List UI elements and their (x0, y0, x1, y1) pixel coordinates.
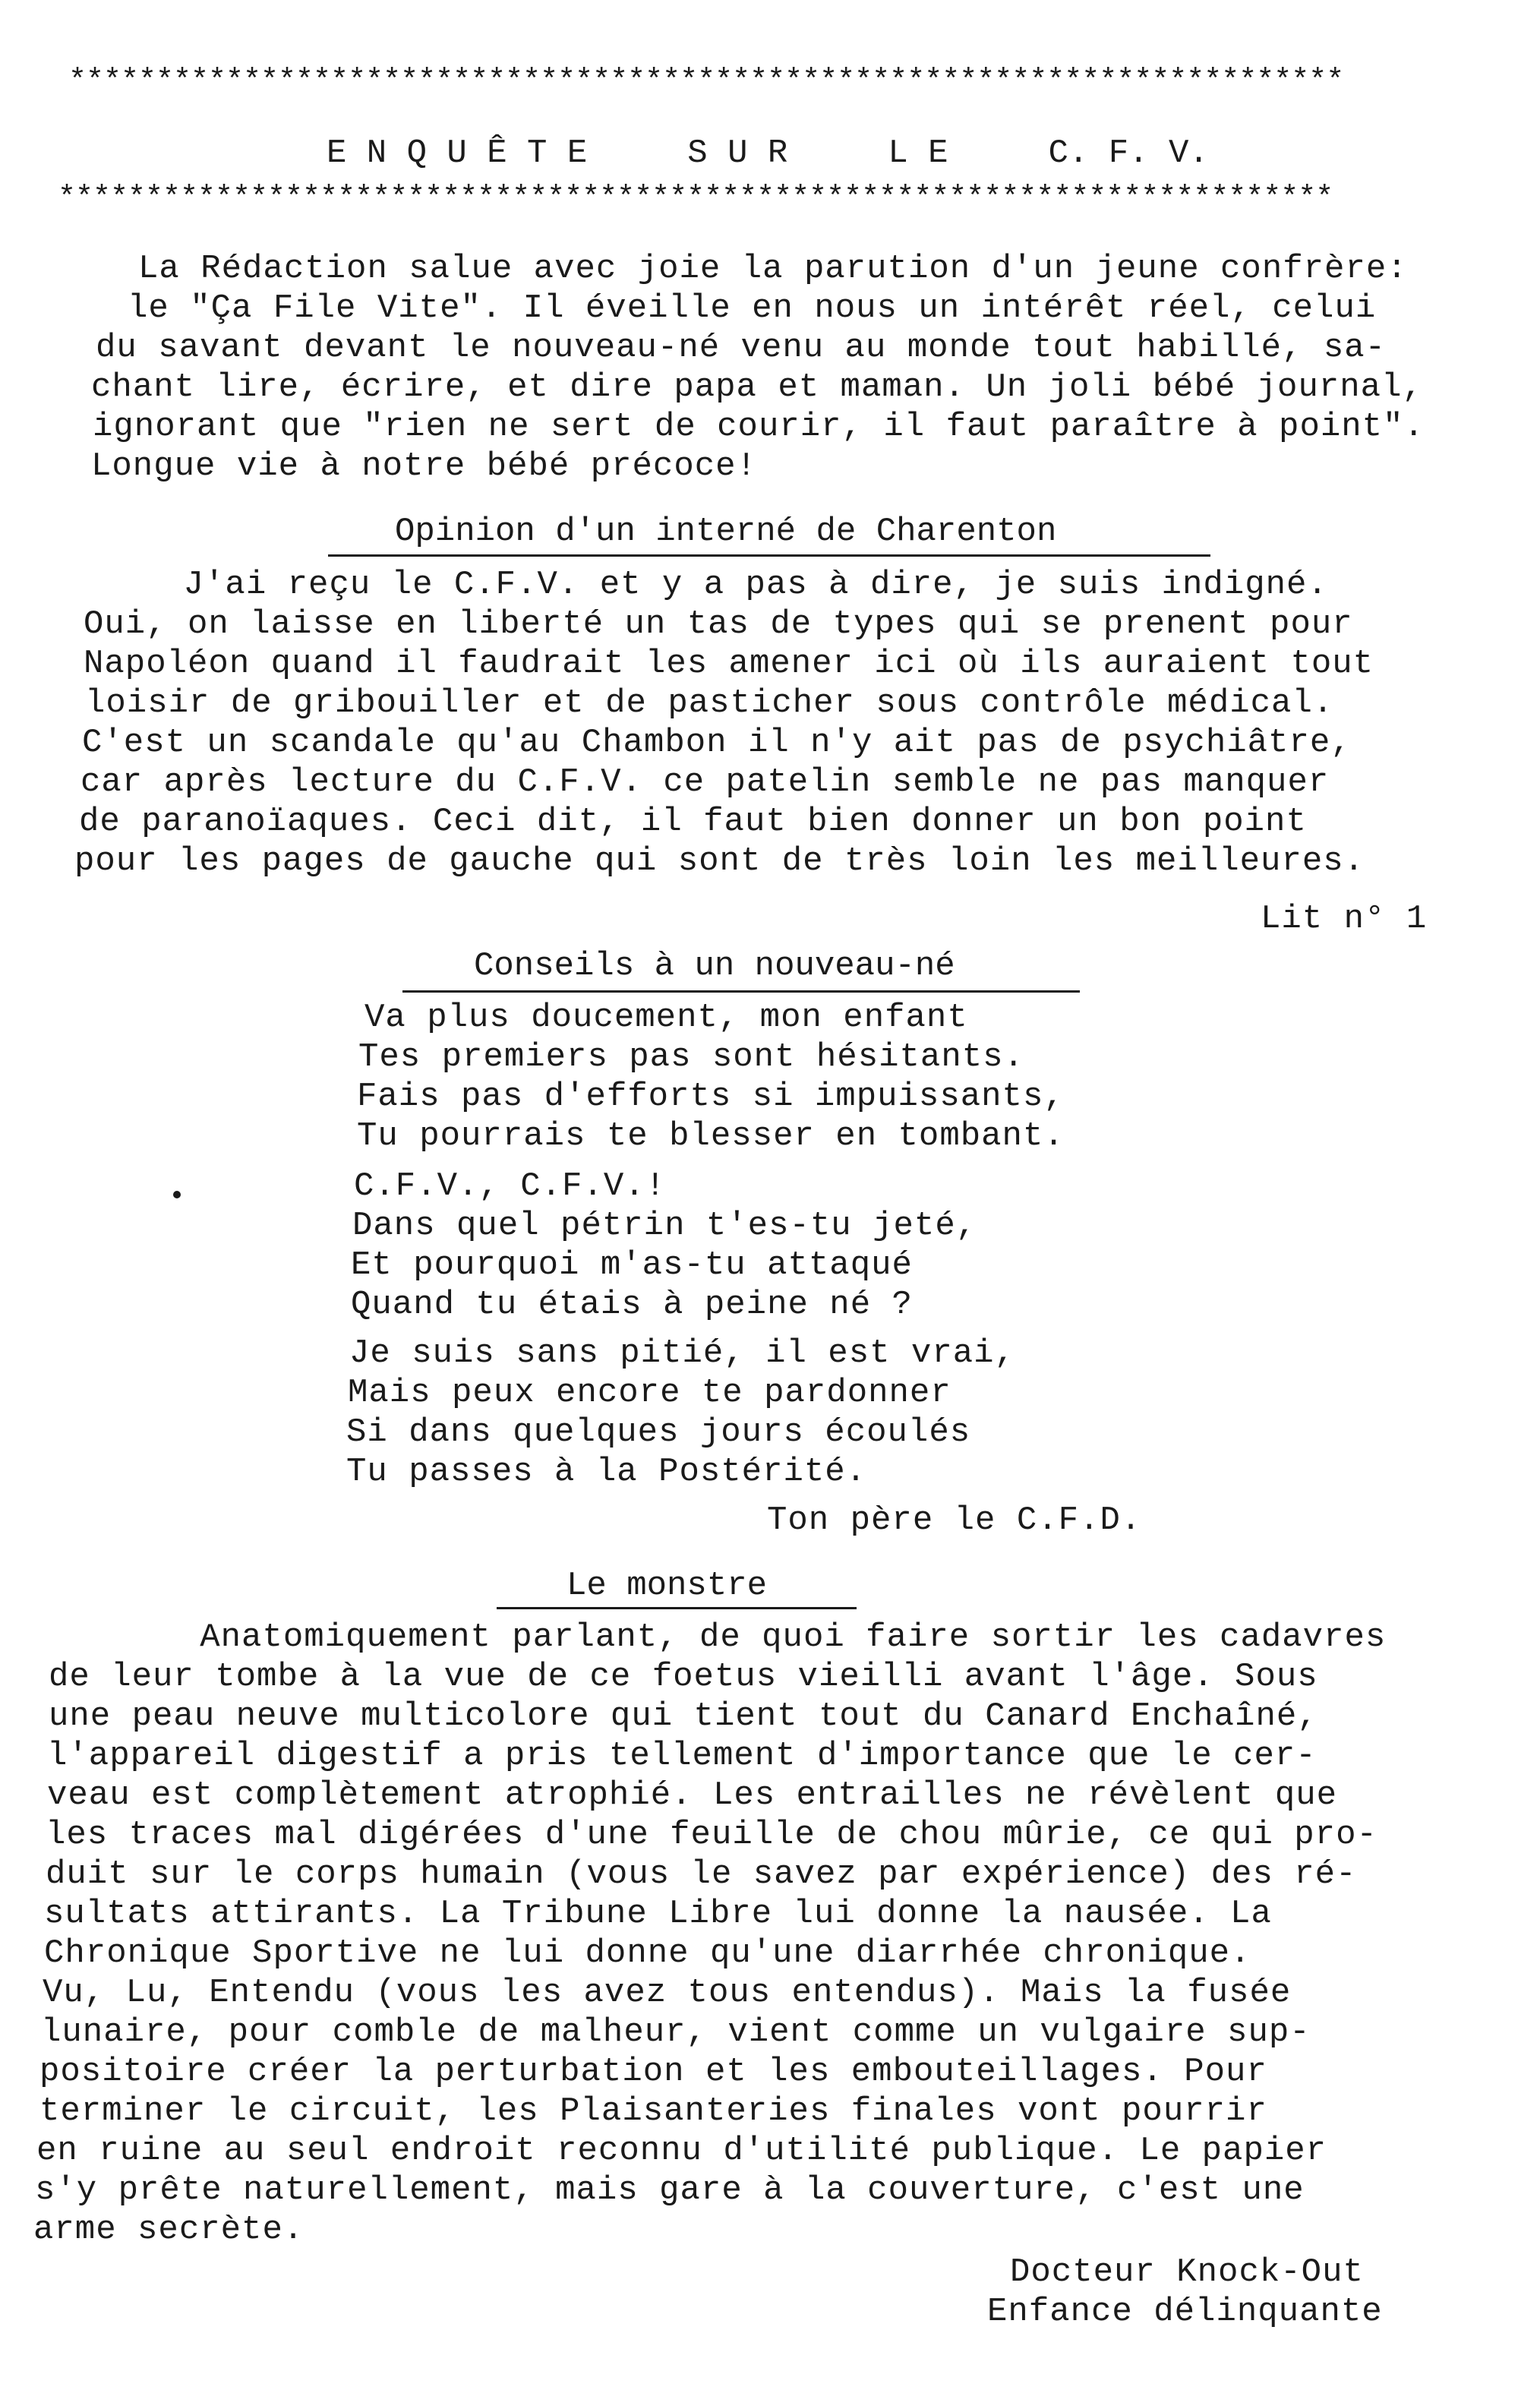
monstre-line: veau est complètement atrophié. Les entrailles ne révèlent que (47, 1776, 1338, 1814)
monstre-heading-underline (497, 1607, 857, 1609)
poem-line: Tu pourrais te blesser en tombant. (357, 1117, 1065, 1155)
page-title: E N Q U Ê T E S U R L E C. F. V. (327, 134, 1209, 172)
poem-line: Dans quel pétrin t'es-tu jeté, (352, 1207, 977, 1245)
poem-line: Si dans quelques jours écoulés (346, 1413, 971, 1451)
ink-dot (173, 1191, 181, 1198)
monstre-heading: Le monstre (566, 1567, 768, 1605)
monstre-line: l'appareil digestif a pris tellement d'importance que le cer- (47, 1737, 1317, 1775)
monstre-line: les traces mal digérées d'une feuille de chou mûrie, ce qui pro- (46, 1816, 1377, 1854)
signature-title: Enfance délinquante (987, 2293, 1383, 2331)
intro-line: le "Ça File Vite". Il éveille en nous un intérêt réel, celui (128, 289, 1377, 327)
opinion-line: J'ai reçu le C.F.V. et y a pas à dire, je suis indigné. (100, 566, 1328, 604)
opinion-heading: Opinion d'un interné de Charenton (395, 513, 1057, 551)
monstre-line: en ruine au seul endroit reconnu d'utilité publique. Le papier (36, 2132, 1327, 2170)
header-stars-bottom: ************************************************************************* (58, 184, 1333, 214)
monstre-line: duit sur le corps humain (vous le savez par expérience) des ré- (46, 1855, 1357, 1893)
intro-line: chant lire, écrire, et dire papa et maman. Un joli bébé journal, (91, 368, 1423, 406)
poem-line: Fais pas d'efforts si impuissants, (357, 1078, 1065, 1116)
monstre-line: lunaire, pour comble de malheur, vient comme un vulgaire sup- (41, 2013, 1311, 2051)
monstre-line: Chronique Sportive ne lui donne qu'une diarrhée chronique. (44, 1934, 1251, 1972)
opinion-line: Oui, on laisse en liberté un tas de types qui se prenent pour (84, 605, 1353, 643)
monstre-line: sultats attirants. La Tribune Libre lui donne la nausée. La (44, 1895, 1272, 1933)
intro-line: ignorant que "rien ne sert de courir, il faut paraître à point". (93, 408, 1425, 446)
intro-line: La Rédaction salue avec joie la parution d'un jeune confrère: (138, 250, 1408, 288)
opinion-signature: Lit n° 1 (1261, 900, 1428, 938)
monstre-line: Vu, Lu, Entendu (vous les avez tous entendus). Mais la fusée (43, 1974, 1292, 2012)
poem-line: Quand tu étais à peine né ? (351, 1286, 913, 1324)
poem-line: Tes premiers pas sont hésitants. (358, 1038, 1024, 1076)
poem-line: Et pourquoi m'as-tu attaqué (351, 1246, 913, 1284)
conseils-signature: Ton père le C.F.D. (767, 1501, 1142, 1539)
poem-line: Je suis sans pitié, il est vrai, (349, 1334, 1015, 1372)
monstre-line: s'y prête naturellement, mais gare à la couverture, c'est une (35, 2171, 1305, 2209)
opinion-line: car après lecture du C.F.V. ce patelin semble ne pas manquer (80, 763, 1330, 801)
poem-line: Tu passes à la Postérité. (346, 1453, 867, 1491)
opinion-line: Napoléon quand il faudrait les amener ici où ils auraient tout (84, 645, 1374, 683)
monstre-line: positoire créer la perturbation et les embouteillages. Pour (39, 2053, 1267, 2091)
opinion-line: loisir de gribouiller et de pasticher sous contrôle médical. (85, 684, 1334, 722)
opinion-line: pour les pages de gauche qui sont de très loin les meilleures. (74, 842, 1365, 880)
conseils-heading-underline (402, 990, 1080, 993)
opinion-heading-underline (328, 554, 1210, 557)
poem-line: Va plus doucement, mon enfant (364, 999, 968, 1037)
monstre-line: une peau neuve multicolore qui tient tout du Canard Enchaîné, (49, 1697, 1318, 1735)
monstre-line: de leur tombe à la vue de ce foetus vieilli avant l'âge. Sous (49, 1658, 1318, 1696)
conseils-heading: Conseils à un nouveau-né (474, 947, 955, 985)
monstre-line: Anatomiquement parlant, de quoi faire sortir les cadavres (33, 1618, 1387, 1656)
monstre-line: arme secrète. (33, 2211, 305, 2249)
intro-line: Longue vie à notre bébé précoce! (91, 447, 757, 485)
poem-line: C.F.V., C.F.V.! (354, 1167, 667, 1205)
opinion-line: C'est un scandale qu'au Chambon il n'y ait pas de psychiâtre, (82, 724, 1352, 762)
header-stars-top: ************************************************************************* (68, 67, 1344, 97)
opinion-line: de paranoïaques. Ceci dit, il faut bien donner un bon point (79, 803, 1307, 841)
poem-line: Mais peux encore te pardonner (348, 1374, 951, 1412)
monstre-line: terminer le circuit, les Plaisanteries finales vont pourrir (39, 2092, 1267, 2130)
signature-name: Docteur Knock-Out (1010, 2253, 1364, 2291)
intro-line: du savant devant le nouveau-né venu au monde tout habillé, sa- (96, 329, 1387, 367)
